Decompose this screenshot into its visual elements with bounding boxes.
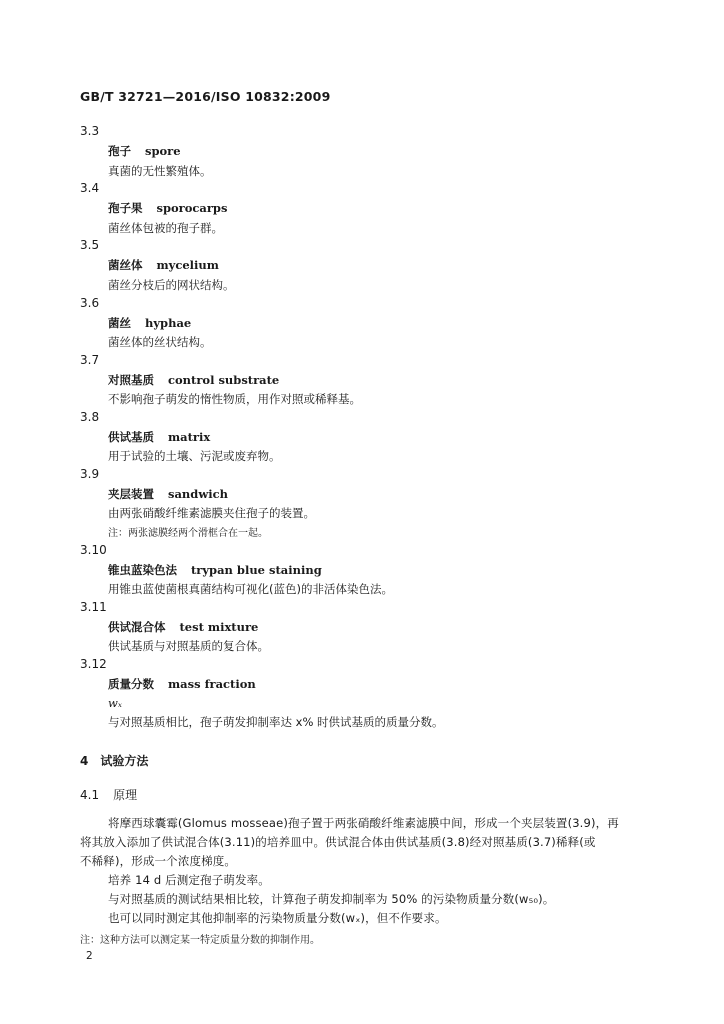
document-header: GB/T 32721—2016/ISO 10832:2009 xyxy=(80,89,331,104)
term-english: mycelium xyxy=(156,258,219,272)
term-definition: 供试基质与对照基质的复合体。 xyxy=(108,639,269,653)
term-definition: 由两张硝酸纤维素滤膜夹住孢子的装置。 xyxy=(108,506,315,520)
clause-number: 3.5 xyxy=(80,238,100,252)
clause-number: 3.3 xyxy=(80,124,100,138)
section-title: 试验方法 xyxy=(100,754,149,768)
term-chinese: 菌丝 xyxy=(108,316,131,330)
term-english: mass fraction xyxy=(168,677,256,691)
clause-number: 3.9 xyxy=(80,467,100,481)
term-english: matrix xyxy=(168,430,211,444)
term-chinese: 夹层装置 xyxy=(108,487,154,501)
term-heading xyxy=(108,372,279,388)
term-definition: 菌丝体包被的孢子群。 xyxy=(108,221,223,235)
term-chinese: 对照基质 xyxy=(108,373,154,387)
term-definition: 用于试验的土壤、污泥或废弃物。 xyxy=(108,449,281,463)
term-heading xyxy=(108,200,227,216)
clause-number: 3.8 xyxy=(80,410,100,424)
term-definition: 菌丝体的丝状结构。 xyxy=(108,335,212,349)
term-definition: 真菌的无性繁殖体。 xyxy=(108,164,212,178)
term-chinese: 锥虫蓝染色法 xyxy=(108,563,177,577)
term-symbol: wₓ xyxy=(108,696,122,710)
term-heading xyxy=(108,429,210,445)
term-note: 注：两张滤膜经两个滑框合在一起。 xyxy=(108,528,268,539)
paragraph-line: 将摩西球囊霉(Glomus mosseae)孢子置于两张硝酸纤维素滤膜中间，形成一个夹层装置(3.9)，再 xyxy=(108,816,619,830)
term-chinese: 质量分数 xyxy=(108,677,154,691)
term-english: sandwich xyxy=(168,487,228,501)
clause-number: 3.7 xyxy=(80,353,100,367)
subsection-title: 原理 xyxy=(113,788,138,802)
term-chinese: 供试混合体 xyxy=(108,620,166,634)
term-english: spore xyxy=(145,144,181,158)
section-heading xyxy=(80,752,148,769)
clause-number: 3.11 xyxy=(80,600,107,614)
term-definition: 菌丝分枝后的网状结构。 xyxy=(108,278,235,292)
paragraph-line: 也可以同时测定其他抑制率的污染物质量分数(wₓ)，但不作要求。 xyxy=(108,911,447,925)
term-definition: 不影响孢子萌发的惰性物质，用作对照或稀释基。 xyxy=(108,392,361,406)
term-english: hyphae xyxy=(145,316,192,330)
term-chinese: 孢子 xyxy=(108,144,131,158)
term-chinese: 供试基质 xyxy=(108,430,154,444)
term-heading xyxy=(108,676,256,692)
term-chinese: 孢子果 xyxy=(108,201,143,215)
term-english: test mixture xyxy=(179,620,259,634)
paragraph-line: 与对照基质的测试结果相比较，计算孢子萌发抑制率为 50% 的污染物质量分数(w₅₀)。 xyxy=(108,892,555,906)
term-chinese: 菌丝体 xyxy=(108,258,143,272)
paragraph-line: 不稀释)，形成一个浓度梯度。 xyxy=(80,854,237,868)
clause-number: 3.6 xyxy=(80,296,100,310)
term-heading xyxy=(108,315,191,331)
term-definition: 用锥虫蓝使菌根真菌结构可视化(蓝色)的非活体染色法。 xyxy=(108,582,393,596)
term-definition: 与对照基质相比，孢子萌发抑制率达 x% 时供试基质的质量分数。 xyxy=(108,715,444,729)
section-note: 注：这种方法可以测定某一特定质量分数的抑制作用。 xyxy=(80,935,320,946)
clause-number: 3.12 xyxy=(80,657,107,671)
term-english: control substrate xyxy=(168,373,280,387)
term-heading xyxy=(108,486,228,502)
term-heading xyxy=(108,143,181,159)
term-english: sporocarps xyxy=(156,201,228,215)
subsection-heading xyxy=(80,786,137,803)
paragraph-line: 培养 14 d 后测定孢子萌发率。 xyxy=(108,873,270,887)
term-heading xyxy=(108,562,322,578)
term-heading xyxy=(108,619,258,635)
paragraph-line: 将其放入添加了供试混合体(3.11)的培养皿中。供试混合体由供试基质(3.8)经对照基质(3.7)稀释(或 xyxy=(80,835,596,849)
section-number: 4 xyxy=(80,754,89,768)
clause-number: 3.10 xyxy=(80,543,107,557)
page-number: 2 xyxy=(86,950,93,962)
term-english: trypan blue staining xyxy=(191,563,322,577)
subsection-number: 4.1 xyxy=(80,788,100,802)
term-heading xyxy=(108,257,219,273)
clause-number: 3.4 xyxy=(80,181,100,195)
